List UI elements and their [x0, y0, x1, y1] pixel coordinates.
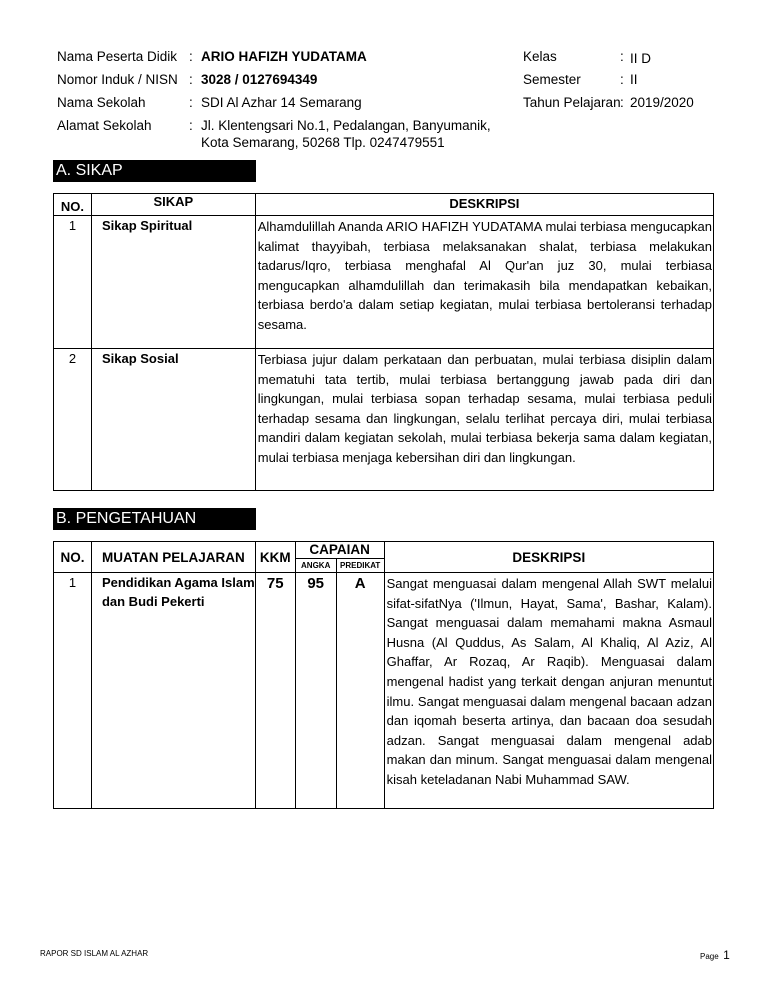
row-deskripsi: Alhamdulillah Ananda ARIO HAFIZH YUDATAMA mulai terbiasa mengucapkan kalimat thayyibah, terbiasa melaksanakan shalat, terbiasa melakukan tadarus/Iqro, terbiasa menghafal Al Qur'an juz 30, mulai terbiasa mengucapkan alhamdulillah dan terimakasih bila mendapatkan kebaikan, terbiasa berdo'a dalam setiap kegiatan, mulai terbiasa bertoleransi terhadap sesama. — [255, 216, 713, 349]
row-no: 1 — [54, 573, 92, 809]
header-no: NO. — [54, 542, 92, 573]
label-kelas: Kelas — [523, 49, 557, 64]
colon: : — [189, 49, 193, 64]
header-muatan: MUATAN PELAJARAN — [91, 542, 255, 573]
value-alamat-2: Kota Semarang, 50268 Tlp. 0247479551 — [201, 135, 445, 150]
row-no: 1 — [54, 216, 92, 349]
footer-left: RAPOR SD ISLAM AL AZHAR — [40, 949, 149, 958]
value-alamat-1: Jl. Klentengsari No.1, Pedalangan, Banyumanik, — [201, 118, 491, 133]
row-muatan: Pendidikan Agama Islam dan Budi Pekerti — [91, 573, 255, 809]
row-deskripsi: Sangat menguasai dalam mengenal Allah SWT melalui sifat-sifatNya ('Ilmun, Hayat, Sama', Bashar, Kalam). Sangat menguasai dalam memahami makna Asmaul Husna (Al Quddus, As Salam, Al Khaliq, Al Aziz, Al Ghaffar, Ar Rozaq, Ar Raqib). Menguasai dalam mengenal hadist yang terkait dengan anjuran menuntut ilmu. Sangat menguasai dalam mengenal bacaan adzan dan iqomah beserta artinya, dan bacaan doa sesudah adzan. Sangat menguasai dalam mengenal adab makan dan minum. Sangat menguasai dalam mengenal kisah keteladanan Nabi Muhammad SAW. — [384, 573, 713, 809]
colon: : — [189, 72, 193, 87]
label-nama-peserta: Nama Peserta Didik — [57, 49, 178, 64]
pengetahuan-table — [53, 541, 714, 809]
row-kkm: 75 — [255, 573, 295, 809]
row-angka: 95 — [295, 573, 336, 809]
row-sikap: Sikap Spiritual — [91, 216, 255, 349]
table-row — [54, 349, 714, 491]
page-label: Page — [700, 952, 719, 961]
sikap-table — [53, 193, 714, 491]
colon: : — [189, 118, 193, 133]
header-sikap: SIKAP — [91, 194, 255, 216]
page-number-value: 1 — [723, 948, 730, 962]
row-no: 2 — [54, 349, 92, 491]
table-row — [54, 216, 714, 349]
colon: : — [620, 49, 624, 64]
row-predikat: A — [336, 573, 384, 809]
label-tahun-pelajaran: Tahun Pelajaran — [523, 95, 621, 110]
value-tahun-pelajaran: 2019/2020 — [630, 95, 694, 110]
colon: : — [620, 72, 624, 87]
label-alamat: Alamat Sekolah — [57, 118, 152, 133]
value-nama-peserta: ARIO HAFIZH YUDATAMA — [201, 49, 367, 64]
colon: : — [189, 95, 193, 110]
section-title-sikap: A. SIKAP — [53, 160, 256, 182]
table-row — [54, 573, 714, 809]
header-predikat: PREDIKAT — [336, 559, 384, 573]
header-deskripsi: DESKRIPSI — [384, 542, 713, 573]
header-capaian: CAPAIAN — [295, 542, 384, 559]
label-semester: Semester — [523, 72, 581, 87]
page-number — [700, 946, 730, 964]
value-nama-sekolah: SDI Al Azhar 14 Semarang — [201, 95, 362, 110]
value-kelas: II D — [630, 51, 652, 66]
value-nisn: 3028 / 0127694349 — [201, 72, 318, 87]
label-nisn: Nomor Induk / NISN — [57, 72, 178, 87]
value-semester: II — [630, 72, 638, 87]
section-title-pengetahuan: B. PENGETAHUAN — [53, 508, 256, 530]
header-deskripsi: DESKRIPSI — [255, 194, 713, 216]
header-kkm: KKM — [255, 542, 295, 573]
colon: : — [620, 95, 624, 110]
row-sikap: Sikap Sosial — [91, 349, 255, 491]
header-angka: ANGKA — [295, 559, 336, 573]
label-nama-sekolah: Nama Sekolah — [57, 95, 146, 110]
row-deskripsi: Terbiasa jujur dalam perkataan dan perbuatan, mulai terbiasa disiplin dalam mematuhi tata tertib, mulai terbiasa bertanggung jawab pada diri dan lingkungan, mulai terbiasa sopan terhadap sesama, mulai terbiasa peduli terhadap sesama dan lingkungan, selalu terlihat percaya diri, mulai terbiasa mandiri dalam kegiatan sekolah, mulai terbiasa bekerja sama dalam kegiatan, mulai terbiasa menjaga kebersihan diri dan lingkungan. — [255, 349, 713, 491]
header-no: NO. — [54, 194, 92, 216]
